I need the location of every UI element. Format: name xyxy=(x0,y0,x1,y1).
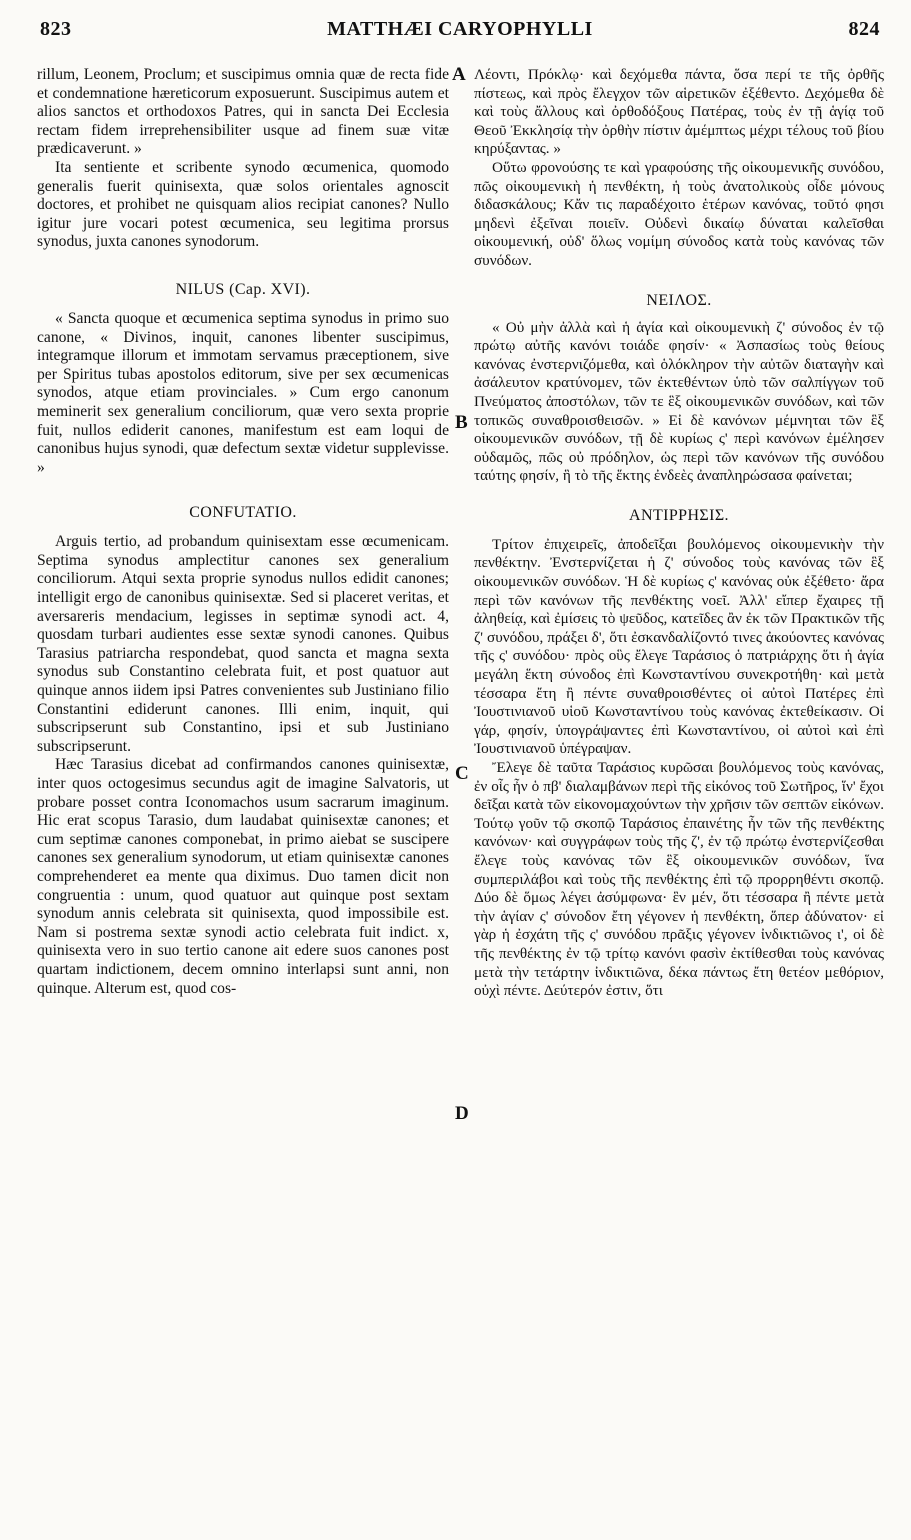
greek-heading-antirrhesis: ΑΝΤΙΡΡΗΣΙΣ. xyxy=(629,506,729,524)
running-title: MATTHÆI CARYOPHYLLI xyxy=(327,18,593,40)
greek-paragraph-2: Οὕτω φρονούσης τε καὶ γραφούσης τῆς οἰκουμενικῆς συνόδου, πῶς οἰκουμενικὴ ἡ πενθέκτη, ἡ τοὺς ἀνατολικοὺς οἶδε μόνους διδασκάλους; Κἄν τις παραδέχοιτο ἑτέρων κανόνας, τοῦτό φησι μηδενὶ ἐξεῖναι ποιεῖν. Οὐδενὶ δικαίῳ δύναται καλεῖσθαι οἰκουμενική, οὐδ' ὅλως νομίμη σύνοδος κατὰ τοὺς κανόνας τῶν συνόδων. xyxy=(474,158,884,269)
right-page-number: 824 xyxy=(848,18,880,40)
running-header xyxy=(40,18,880,44)
left-page-number: 823 xyxy=(40,18,72,40)
latin-column xyxy=(37,66,449,998)
latin-heading-nilus: NILUS (Cap. XVI). xyxy=(175,280,311,298)
latin-heading-confutatio: CONFUTATIO. xyxy=(189,504,297,522)
greek-paragraph-3: « Οὐ μὴν ἀλλὰ καὶ ἡ ἁγία καὶ οἰκουμενικὴ ζ' σύνοδος ἐν τῷ πρώτῳ αὐτῆς κανόνι τοιάδε φησίν· « Ἀσπασίως τοὺς θείους κανόνας ἐνστερνιζόμεθα, καὶ ὁλόκληρον τὴν αὐτῶν διαταγὴν καὶ ἀσάλευτον κρατύνομεν, τῶν ἐκτεθέντων ὑπὸ τῶν σαλπίγγων τοῦ Πνεύματος ἀποστόλων, τῶν τε ἓξ οἰκουμενικῶν συνόδων, καὶ τῶν τοπικῶς συναθροισθεισῶν. » Εἰ δὲ κανόνων μέμνηται τῶν ἓξ οἰκουμενικῶν συνόδων, τῇ δὲ κυρίως ς' περὶ κανόνων ἐμέλησεν οὐδαμῶς, πῶς οὐ πρόδηλον, ὡς περὶ τῶν κανόνων τῆς συνόδου ταύτης φησίν, ἣ τὸ τῆς ἕκτης ἐνδεὲς ἀναπληρώσασα φαίνεται; xyxy=(474,318,884,485)
latin-paragraph-3: « Sancta quoque et œcumenica septima synodus in primo suo canone, « Divinos, inquit, canones libenter suscipimus, integramque illorum et immotam servamus præceptionem, sive per Spiritus tubas apostolos editorum, sive per sex œcumenicas synodos, atque etiam provinciales. » Cum ergo canonum meminerit sex generalium conciliorum, quæ vero sexta proprie fuit, nullos ediderit canones, manifestum est eam loqui de canonibus hujus synodi, quæ defectum sextæ videtur supplevisse. » xyxy=(37,309,449,476)
margin-letter-a: A xyxy=(452,64,466,85)
latin-paragraph-4: Arguis tertio, ad probandum quinisextam esse œcumenicam. Septima synodus amplectitur canones sex generalium conciliorum. Atqui sexta proprie synodus nullos edidit canones; intelligit ergo de canonibus quinisextæ. Sed si placeret veritas, et aversareris mendacium, legisses in septimæ synodi act. 4, quosdam turbari audientes esse sextæ synodi canones. Quibus Tarasius patriarcha respondebat, quod sancta et magna sexta synodus sub Constantino celebrata fuit, et post quatuor aut quinque annos iidem ipsi Patres convenientes sub Justiniano filio Constantini ediderunt canones. Illi enim, inquit, qui subscripserunt sub Constantino, ipsi et sub Justiniano subscripserunt. xyxy=(37,533,449,755)
greek-heading-nilus: ΝΕΙΛΟΣ. xyxy=(646,291,712,309)
greek-column xyxy=(474,66,884,1001)
greek-paragraph-1: Λέοντι, Πρόκλῳ· καὶ δεχόμεθα πάντα, ὅσα περί τε τῆς ὀρθῆς πίστεως, καὶ πρὸς ἔλεγχον τῶν αἱρετικῶν ἐξέθεντο. Δεχόμεθα δὲ καὶ τοὺς ἄλλους καὶ ὀρθοδόξους Πατέρας, τοὺς ἐν τῇ ἁγίᾳ τοῦ Θεοῦ Ἐκκλησίᾳ τὴν ὀρθὴν πίστιν ἀμέμπτως μέχρι τέλους τοῦ βίου κηρύξαντας. » xyxy=(474,66,884,158)
latin-paragraph-5: Hæc Tarasius dicebat ad confirmandos canones quinisextæ, inter quos octogesimus secundus agit de imagine Salvatoris, ut probare posset contra Iconomachos usum sacrarum imaginum. Hic erat scopus Tarasio, dum laudabat quinisextæ canones; et cum septimæ canones componebat, in primo aiebat se suscipere canones sex generalium synodorum, ut etiam quinisextæ canones comprehenderet ea mente qua diximus. Duo tamen dicit non congruentia : unum, quod quatuor aut quinque post sextam synodum annis celebrata sit quinisexta, quod impossibile est. Nam si postrema sextæ synodi actio celebrata fuit indict. x, quinisexta vero in suo tertio canone ait edere suos canones post quartam indictionem, decem omnino interlapsi sunt anni, non quinque. Alterum est, quod cos- xyxy=(37,756,449,997)
margin-letter-d: D xyxy=(455,1103,469,1124)
greek-paragraph-4: Τρίτον ἐπιχειρεῖς, ἀποδεῖξαι βουλόμενος οἰκουμενικὴν τὴν πενθέκτην. Ἐνστερνίζεται ἡ ζ' σύνοδος τοὺς κανόνας τῶν ἓξ οἰκουμενικῶν συνόδων. Ἡ δὲ κυρίως ς' κανόνας οὐκ ἐξέθετο· ἄρα περὶ τῶν κανόνων τῆς πενθέκτης νοεῖ. Ἀλλ' εἴπερ ἔχαιρες τῇ ἀληθείᾳ, καὶ ἐμίσεις τὸ ψεῦδος, κατεῖδες ἂν ἐκ τῶν Πρακτικῶν τῆς ζ' συνόδου, πράξει δ', ὅτι ἐσκανδαλίζοντό τινες ἀκούοντες κανόνας τῆς ς' συνόδου· πρὸς οὓς ἔλεγε Ταράσιος ὁ πατριάρχης ὅτι ἡ ἁγία μεγάλη ἕκτη σύνοδος ἐπὶ Κωνσταντίνου συνεκροτήθη· καὶ μετὰ τέσσαρα ἔτη ἢ πέντε συναθροισθέντες οἱ αὐτοὶ Πατέρες ἐπὶ Ἰουστινιανοῦ υἱοῦ Κωνσταντίνου τοὺς κανόνας ἐκτεθείκασιν. Οἱ γάρ, φησίν, ὑπογράψαντες ἐπὶ Κωνσταντίνου, οἱ αὐτοὶ καὶ ἐπὶ Ἰουστινιανοῦ ὑπέγραψαν. xyxy=(474,535,884,758)
latin-paragraph-1: rillum, Leonem, Proclum; et suscipimus omnia quæ de recta fide et condemnatione hæreticorum exposuerunt. Suscipimus autem et alios sanctos et orthodoxos Patres, qui in sancta Dei Ecclesia rectam fidem irreprehensibiliter usque ad finem suæ vitæ prædicaverunt. » xyxy=(37,66,449,158)
margin-letter-c: C xyxy=(455,763,469,784)
latin-paragraph-2: Ita sentiente et scribente synodo œcumenica, quomodo generalis fuerit quinisexta, quæ solos orientales agnoscit doctores, et prohibet ne quisquam alios recipiat canones? Nullo igitur jure vocari potest œcumenica, seu legitima prorsus synodus, juxta canones synodorum. xyxy=(37,158,449,251)
margin-letter-b: B xyxy=(455,412,468,433)
greek-paragraph-5: Ἔλεγε δὲ ταῦτα Ταράσιος κυρῶσαι βουλόμενος τοὺς κανόνας, ἐν οἷς ἦν ὁ πβ' διαλαμβάνων περὶ τῆς εἰκόνος τοῦ Σωτῆρος, ἵν' ἔχοι δεῖξαι κατὰ τῶν εἰκονομαχούντων τὴν χρῆσιν τῶν σεπτῶν εἰκόνων. Τούτῳ γοῦν τῷ σκοπῷ Ταράσιος ἐπαινέτης ἦν τῶν τῆς πενθέκτης κανόνων· καὶ συγγράφων τοὺς τῆς ζ', ἐν τῷ πρώτῳ ἐνστερνίζεσθαι ἔλεγε τοὺς κανόνας τῶν ἓξ οἰκουμενικῶν συνόδων, ἵνα συμπεριλάβοι καὶ τοὺς τῆς πενθέκτης ἐπὶ τῷ προρρηθέντι σκοπῷ. Δύο δὲ ὅμως λέγει ἀσύμφωνα· ἓν μέν, ὅτι τέσσαρα ἢ πέντε μετὰ τὴν ἁγίαν ς' σύνοδον ἔτη γέγονεν ἡ πενθέκτη, ὅπερ ἀδύνατον· εἰ γὰρ ἡ ἐσχάτη τῆς ς' συνόδου πρᾶξις γέγονεν ἰνδικτιῶνος ι', οἱ δὲ τῆς πενθέκτης ἐν τῷ τρίτῳ κανόνι φασὶν ἐκτίθεσθαι τοὺς κανόνας μετὰ τὴν τετάρτην ἰνδικτιῶνα, δέκα πάντως ἔτη θετέον μεθόριον, οὐχὶ πέντε. Δεύτερόν ἐστιν, ὅτι xyxy=(474,759,884,1000)
